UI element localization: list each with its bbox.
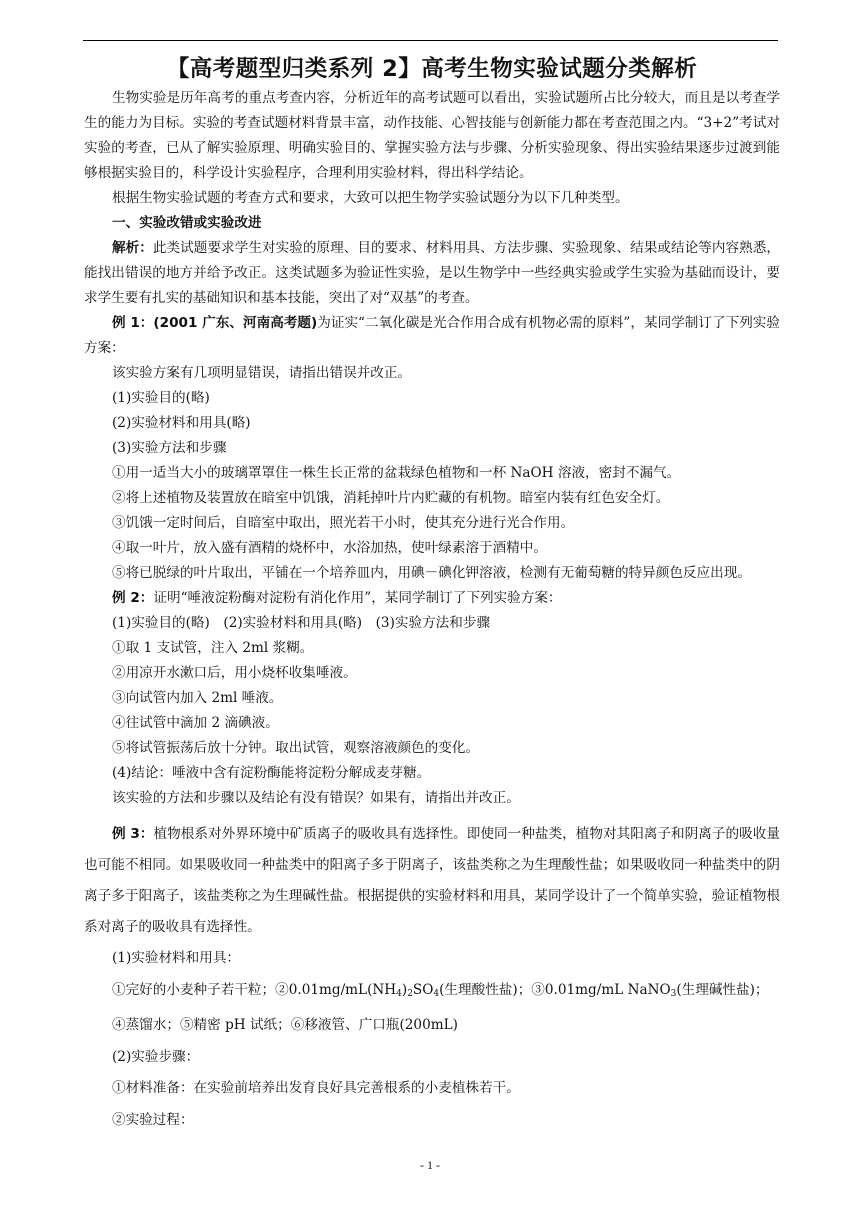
header-rule: [83, 40, 778, 41]
subscript: 2: [407, 988, 413, 999]
example-2-line: ②用凉开水漱口后，用小烧杯收集唾液。: [112, 665, 357, 681]
example-1-line: ③饥饿一定时间后，自暗室中取出，照光若干小时，使其充分进行光合作用。: [112, 515, 575, 531]
materials-text: (生理酸性盐)；③0.01mg/mL NaNO: [439, 981, 671, 998]
example-1-line: ⑤将已脱绿的叶片取出，平铺在一个培养皿内，用碘－碘化钾溶液，检测有无葡萄糖的特异颜色反应出现。: [112, 565, 751, 581]
example-3-label: 例 3：: [112, 826, 154, 842]
document-body: [84, 52, 780, 1136]
intro-paragraph-1: 生物实验是历年高考的重点考查内容，分析近年的高考试题可以看出，实验试题所占比分较大，而且是以考查学生的能力为目标。实验的考查试题材料背景丰富，动作技能、心智技能与创新能力都在考查范围之内。“3+2”考试对实验的考查，已从了解实验原理、明确实验目的、掌握实验方法与步骤、分析实验现象、得出实验结果逐步过渡到能够根据实验目的，科学设计实验程序，合理利用实验材料，得出科学结论。: [84, 90, 780, 181]
example-2-line: ④往试管中滴加 2 滴碘液。: [112, 715, 279, 731]
subscript: 4: [396, 988, 402, 999]
example-1-line: (2)实验材料和用具(略): [112, 415, 251, 431]
subscript: 3: [670, 988, 677, 999]
analysis-text: 此类试题要求学生对实验的原理、目的要求、材料用具、方法步骤、实验现象、结果或结论等内容熟悉，能找出错误的地方并给予改正。这类试题多为验证性实验，是以生物学中一些经典实验或学生实验为基础而设计，要求学生要有扎实的基础知识和基本技能，突出了对“双基”的考查。: [84, 240, 781, 306]
materials-text: SO: [412, 981, 434, 998]
example-3-step-2: ②实验过程：: [112, 1111, 194, 1128]
example-1-line: ④取一叶片，放入盛有酒精的烧杯中，水浴加热，使叶绿素溶于酒精中。: [112, 540, 547, 556]
example-1-label: 例 1：(2001 广东、河南高考题): [112, 315, 318, 331]
example-2-line: ①取 1 支试管，注入 2ml 浆糊。: [112, 640, 314, 656]
example-2-line: (1)实验目的(略) (2)实验材料和用具(略) (3)实验方法和步骤: [112, 615, 491, 631]
example-1-line: ①用一适当大小的玻璃罩罩住一株生长正常的盆栽绿色植物和一杯 NaOH 溶液，密封不漏气。: [112, 465, 681, 481]
materials-text: ): [401, 981, 408, 998]
example-3-materials-heading: (1)实验材料和用具：: [112, 950, 241, 966]
example-3-materials-line-1: [112, 975, 780, 1011]
example-3-text: 植物根系对外界环境中矿质离子的吸收具有选择性。即使同一种盐类，植物对其阳离子和阴离子的吸收量也可能不相同。如果吸收同一种盐类中的阳离子多于阴离子，该盐类称之为生理酸性盐；如果吸收同一种盐类中的阴离子多于阳离子，该盐类称之为生理碱性盐。根据提供的实验材料和用具，某同学设计了一个简单实验，验证植物根系对离子的吸收具有选择性。: [84, 826, 780, 935]
example-2-line: 该实验的方法和步骤以及结论有没有错误？如果有，请指出并改正。: [112, 790, 520, 806]
example-1-intro: [84, 311, 780, 361]
example-1-line: ②将上述植物及装置放在暗室中饥饿，消耗掉叶片内贮藏的有机物。暗室内装有红色安全灯。: [112, 490, 670, 506]
materials-text: ①完好的小麦种子若干粒；②0.01mg/mL(NH: [112, 981, 397, 998]
example-3-materials-line-2: ④蒸馏水；⑤精密 pH 试纸；⑥移液管、广口瓶(200mL): [112, 1017, 458, 1033]
spacer: [84, 811, 780, 819]
example-2-line: ⑤将试管振荡后放十分钟。取出试管，观察溶液颜色的变化。: [112, 740, 480, 756]
example-3-step-1: ①材料准备：在实验前培养出发育良好具完善根系的小麦植株若干。: [112, 1080, 520, 1096]
analysis-paragraph: [84, 236, 780, 311]
intro-paragraph-2: 根据生物实验试题的考查方式和要求，大致可以把生物学实验试题分为以下几种类型。: [112, 190, 629, 206]
section-heading-text: 一、实验改错或实验改进: [112, 215, 262, 231]
example-2-line: ③向试管内加入 2ml 唾液。: [112, 690, 283, 706]
page-number: - 1 -: [420, 1158, 440, 1172]
example-1-line: 该实验方案有几项明显错误，请指出错误并改正。: [112, 365, 412, 381]
section-heading: [84, 211, 780, 236]
example-3-steps-heading: (2)实验步骤：: [112, 1048, 200, 1065]
example-2-intro: [84, 586, 780, 611]
analysis-label: 解析：: [112, 240, 153, 256]
example-2-line: (4)结论：唾液中含有淀粉酶能将淀粉分解成麦芽糖。: [112, 765, 431, 781]
example-2-label: 例 2：: [112, 590, 154, 606]
materials-text: (生理碱性盐)；: [676, 981, 769, 998]
example-3-intro: [84, 819, 780, 943]
subscript: 4: [433, 988, 440, 999]
example-1-text: 为证实“二氧化碳是光合作用合成有机物必需的原料”，某同学制订了下列实验方案：: [84, 315, 780, 356]
document-title: 【高考题型归类系列 2】高考生物实验试题分类解析: [166, 56, 698, 82]
example-1-line: (3)实验方法和步骤: [112, 440, 227, 456]
example-1-line: (1)实验目的(略): [112, 390, 210, 406]
example-2-text: 证明“唾液淀粉酶对淀粉有消化作用”，某同学制订了下列实验方案：: [153, 590, 562, 606]
